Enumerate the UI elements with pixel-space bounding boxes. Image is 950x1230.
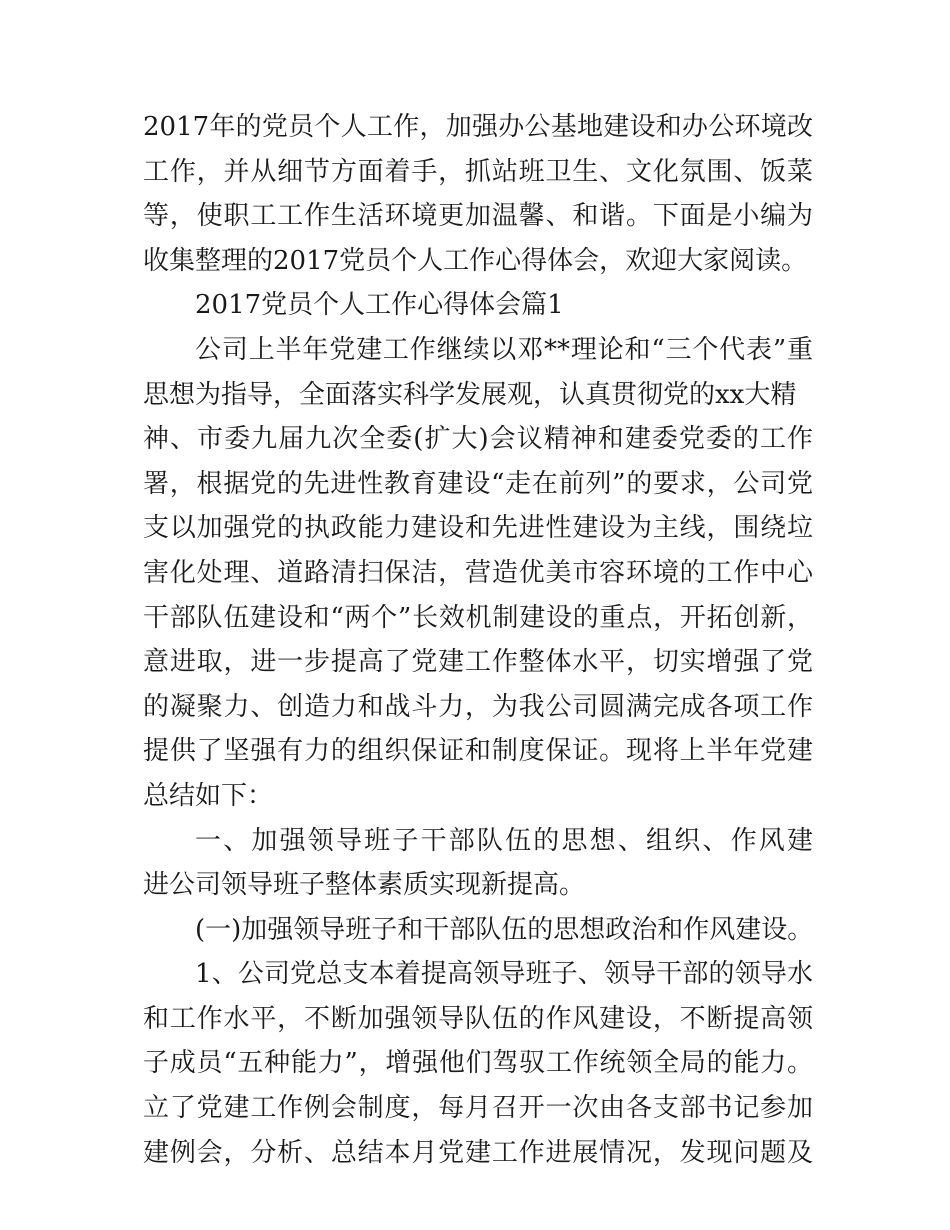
text-line: 进公司领导班子整体素质实现新提高。	[143, 870, 586, 901]
document-body	[143, 105, 813, 1175]
text-line: 子成员“五种能力”，增强他们驾驭工作统领全局的能力。	[143, 1048, 813, 1079]
text-line: 2017年的党员个人工作，加强办公基地建设和办公环境改	[143, 112, 813, 142]
text-line: 工作，并从细节方面着手，抓站班卫生、文化氛围、饭菜	[143, 156, 813, 187]
text-line: 等，使职工工作生活环境更加温馨、和谐。下面是小编为	[143, 201, 813, 232]
text-line: 意进取，进一步提高了党建工作整体水平，切实增强了党	[143, 647, 813, 678]
text-line: 提供了坚强有力的组织保证和制度保证。现将上半年党建	[143, 736, 813, 767]
text-line: 和工作水平，不断加强领导队伍的作风建设，不断提高领	[143, 1003, 813, 1034]
text-line: (一)加强领导班子和干部队伍的思想政治和作风建设。	[195, 914, 814, 945]
text-line: 立了党建工作例会制度，每月召开一次由各支部书记参加	[143, 1093, 813, 1124]
text-line: 的凝聚力、创造力和战斗力，为我公司圆满完成各项工作	[143, 691, 813, 722]
text-line: 害化处理、道路清扫保洁，营造优美市容环境的工作中心	[143, 557, 813, 588]
text-line: 2017党员个人工作心得体会篇1	[195, 290, 564, 321]
text-line: 神、市委九届九次全委(扩大)会议精神和建委党委的工作	[143, 424, 813, 455]
text-line: 一、加强领导班子干部队伍的思想、组织、作风建	[195, 825, 813, 856]
text-line: 总结如下：	[143, 780, 274, 811]
text-line: 1、公司党总支本着提高领导班子、领导干部的领导水	[195, 959, 813, 990]
text-line: 署，根据党的先进性教育建设“走在前列”的要求，公司党	[143, 468, 813, 499]
text-line: 干部队伍建设和“两个”长效机制建设的重点，开拓创新，	[143, 602, 813, 633]
text-line: 支以加强党的执政能力建设和先进性建设为主线，围绕垃	[143, 513, 813, 544]
text-line: 思想为指导，全面落实科学发展观，认真贯彻党的xx大精	[143, 379, 797, 410]
text-line: 收集整理的2017党员个人工作心得体会，欢迎大家阅读。	[143, 245, 808, 276]
text-line: 公司上半年党建工作继续以邓**理论和“三个代表”重	[195, 334, 813, 365]
text-line: 建例会，分析、总结本月党建工作进展情况，发现问题及	[143, 1137, 813, 1168]
